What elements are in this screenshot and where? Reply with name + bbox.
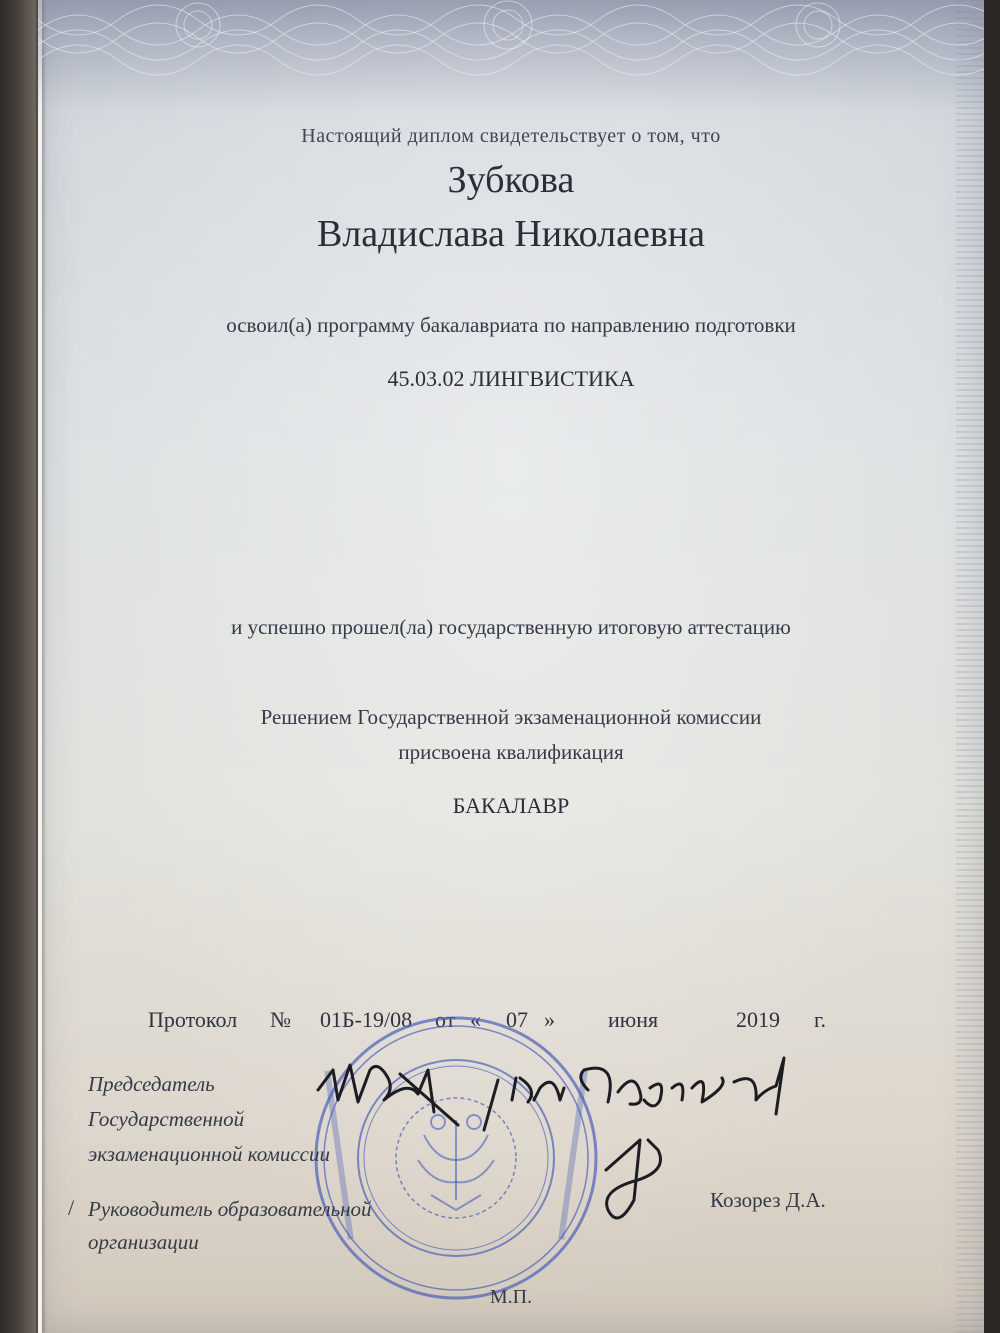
head-title-line-1: Руководитель образовательной [88,1197,372,1221]
attestation-line: и успешно прошел(ла) государственную итоговую аттестацию [231,615,791,639]
protocol-day: 07 [506,1007,528,1032]
specialty-code: 45.03.02 ЛИНГВИСТИКА [387,366,635,391]
protocol-number: 01Б-19/08 [320,1007,413,1032]
protocol-year-suffix: г. [814,1007,827,1032]
chair-title-line-2: Государственной [88,1107,245,1131]
graduate-given-names: Владислава Николаевна [317,213,705,255]
protocol-from: от [435,1007,456,1032]
stamp-place-label: М.П. [489,1286,533,1308]
protocol-label: Протокол [148,1007,238,1032]
protocol-year: 2019 [736,1007,780,1032]
chair-title-line-3: экзаменационной комиссии [88,1142,330,1166]
decision-line-1: Решением Государственной экзаменационной комиссии [260,705,762,729]
handwritten-signatures [288,1030,848,1260]
protocol-number-sign: № [270,1007,291,1032]
diploma-sheet [38,0,984,1333]
diploma-intro: Настоящий диплом свидетельствует о том, что [301,125,721,147]
chair-title-line-1: Председатель [88,1072,215,1096]
qualification: БАКАЛАВР [452,793,570,818]
guilloche-header-pattern [38,0,984,110]
protocol-quote-close: » [544,1007,555,1032]
protocol-month: июня [608,1007,659,1032]
program-line: освоил(а) программу бакалавриата по направлению подготовки [226,313,796,337]
head-slash-mark: / [68,1195,75,1220]
graduate-surname: Зубкова [447,159,575,201]
decision-line-2: присвоена квалификация [398,740,624,764]
head-name: Козорез Д.А. [710,1188,826,1212]
protocol-quote-open: « [470,1007,481,1032]
head-title-line-2: организации [88,1230,199,1254]
